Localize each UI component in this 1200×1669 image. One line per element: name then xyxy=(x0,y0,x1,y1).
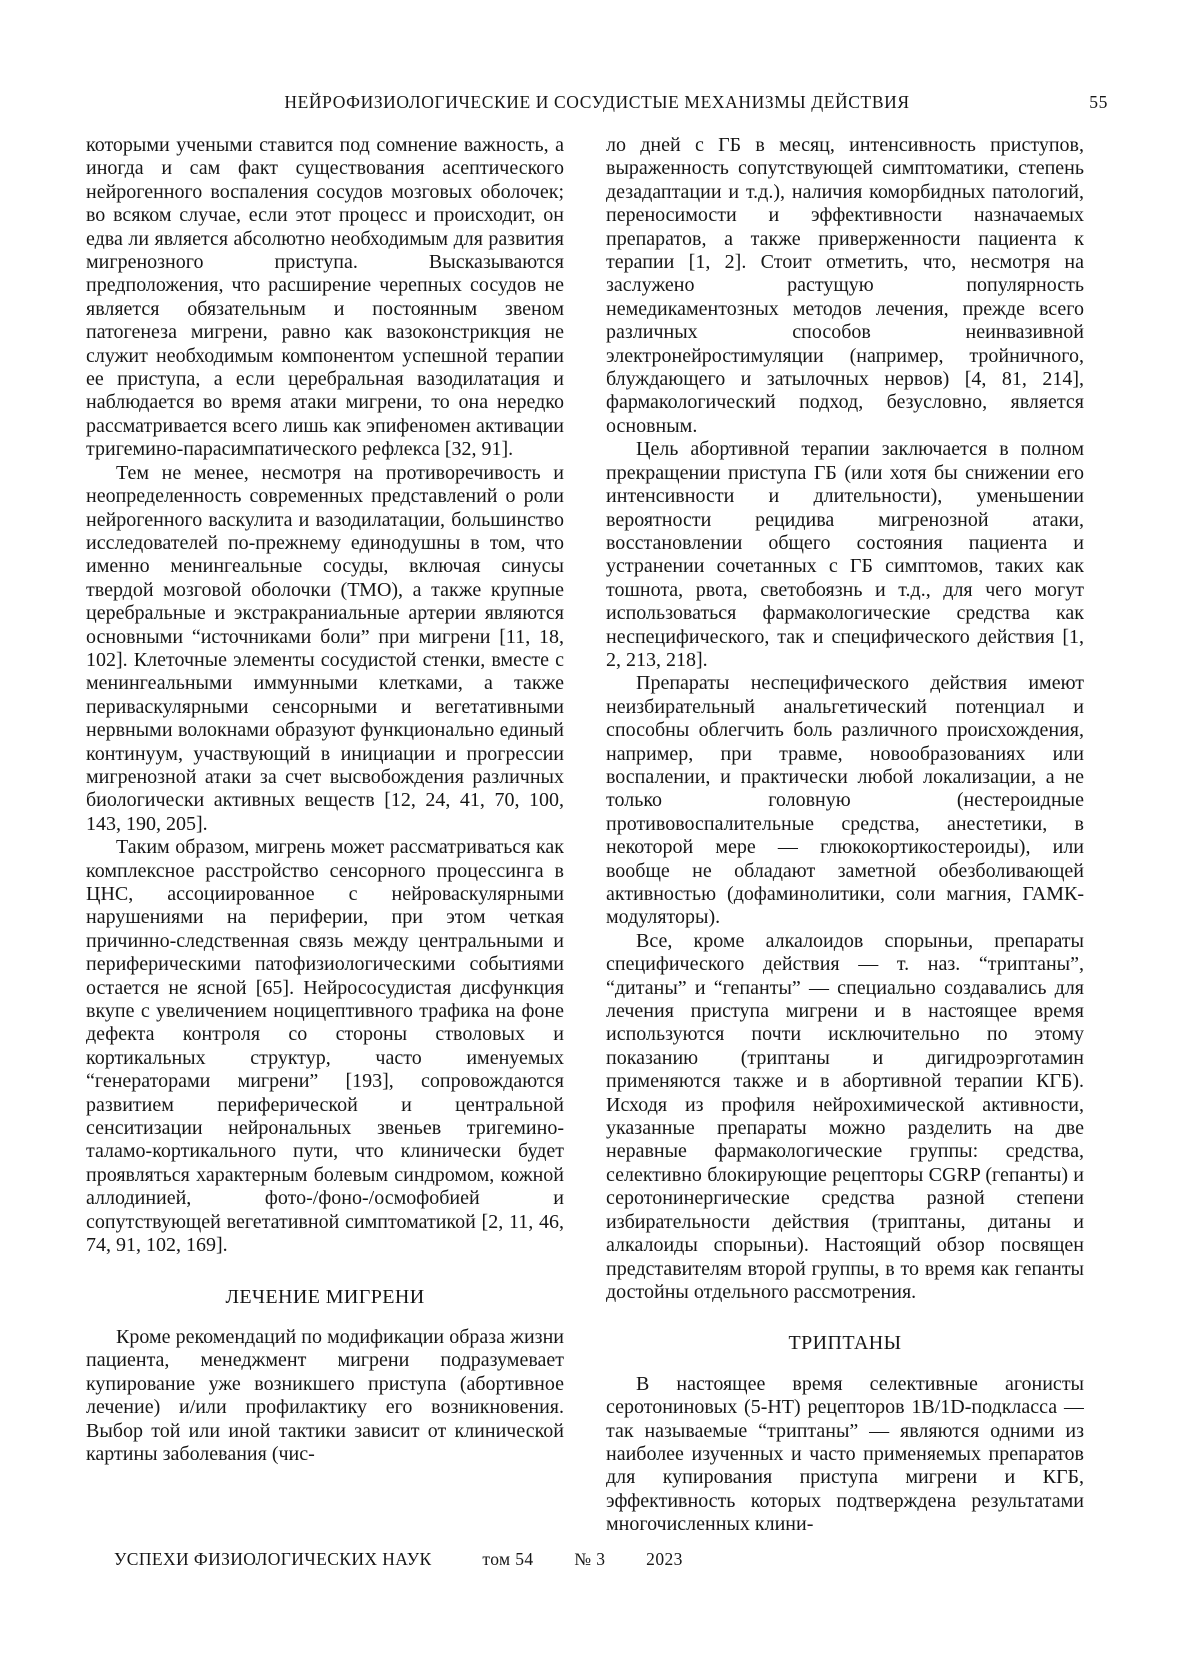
paragraph: которыми учеными ставится под сомнение важность, а иногда и сам факт существования асептического нейрогенного воспаления сосудов мозговых оболочек; во всяком случае, если этот процесс и происходит, он едва ли является абсолютно необходимым для развития мигренозного приступа. Высказываются предположения, что расширение черепных сосудов не является обязательным и постоянным звеном патогенеза мигрени, равно как вазоконстрикция не служит необходимым компонентом успешной терапии ее приступа, а если церебральная вазодилатация и наблюдается во время атаки мигрени, то она нередко рассматривается всего лишь как эпифеномен активации тригемино-парасимпатического рефлекса [32, 91]. xyxy=(86,134,564,461)
journal-footer xyxy=(114,1549,683,1570)
paragraph: В настоящее время селективные агонисты серотониновых (5-НТ) рецепторов 1B/1D-подкласса — так называемые “триптаны” — являются одними из наиболее изученных и часто применяемых препаратов для купирования приступа мигрени и КГБ, эффективность которых подтверждена результатами многочисленных клини- xyxy=(606,1372,1084,1536)
paragraph: Тем не менее, несмотря на противоречивость и неопределенность современных представлений о роли нейрогенного васкулита и вазодилатации, большинство исследователей по-прежнему единодушны в том, что именно менингеальные сосуды, включая синусы твердой мозговой оболочки (ТМО), а также крупные церебральные и экстракраниальные артерии являются основными “источниками боли” при мигрени [11, 18, 102]. Клеточные элементы сосудистой стенки, вместе с менингеальными иммунными клетками, а также периваскулярными сенсорными и вегетативными нервными волокнами образуют функционально единый континуум, участвующий в инициации и прогрессии мигренозной атаки за счет высвобождения различных биологически активных веществ [12, 24, 41, 70, 100, 143, 190, 205]. xyxy=(86,461,564,835)
paragraph: ло дней с ГБ в месяц, интенсивность приступов, выраженность сопутствующей симптоматики, степень дезадаптации и т.д.), наличия коморбидных патологий, переносимости и эффективности назначаемых препаратов, а также приверженности пациента к терапии [1, 2]. Стоит отметить, что, несмотря на заслужено растущую популярность немедикаментозных методов лечения, прежде всего различных способов неинвазивной электронейростимуляции (например, тройничного, блуждающего и затылочных нервов) [4, 81, 214], фармакологический подход, безусловно, является основным. xyxy=(606,134,1084,437)
paragraph: Кроме рекомендаций по модификации образа жизни пациента, менеджмент мигрени подразумевает купирование уже возникшего приступа (абортивное лечение) и/или профилактику его возникновения. Выбор той или иной тактики зависит от клинической картины заболевания (чис- xyxy=(86,1325,564,1465)
running-head-title: НЕЙРОФИЗИОЛОГИЧЕСКИЕ И СОСУДИСТЫЕ МЕХАНИЗМЫ ДЕЙСТВИЯ xyxy=(284,92,910,112)
text-column-right xyxy=(606,134,1084,1540)
text-column-left xyxy=(86,134,564,1540)
page-number: 55 xyxy=(1089,92,1108,112)
footer-year: 2023 xyxy=(646,1549,683,1569)
running-head xyxy=(86,92,1108,116)
footer-journal-name: УСПЕХИ ФИЗИОЛОГИЧЕСКИХ НАУК xyxy=(114,1549,432,1569)
paragraph: Таким образом, мигрень может рассматриваться как комплексное расстройство сенсорного процессинга в ЦНС, ассоциированное с нейроваскулярными нарушениями на периферии, при этом четкая причинно-следственная связь между центральными и периферическими патофизиологическими событиями остается не ясной [65]. Нейрососудистая дисфункция вкупе с увеличением ноцицептивного трафика на фоне дефекта контроля со стороны стволовых и кортикальных структур, часто именуемых “генераторами мигрени” [193], сопровождаются развитием периферической и центральной сенситизации нейрональных звеньев тригемино-таламо-кортикального пути, что клинически будет проявляться характерным болевым синдромом, кожной аллодинией, фото-/фоно-/осмофобией и сопутствующей вегетативной симптоматикой [2, 11, 46, 74, 91, 102, 169]. xyxy=(86,836,564,1257)
paragraph: Цель абортивной терапии заключается в полном прекращении приступа ГБ (или хотя бы снижении его интенсивности и длительности), уменьшении вероятности рецидива мигренозной атаки, восстановлении общего состояния пациента и устранении сочетанных с ГБ симптомов, таких как тошнота, рвота, светобоязнь и т.д., для чего могут использоваться фармакологические средства как неспецифического, так и специфического действия [1, 2, 213, 218]. xyxy=(606,438,1084,671)
paragraph: Препараты неспецифического действия имеют неизбирательный анальгетический потенциал и способны облегчить боль различного происхождения, например, при травме, новообразованиях или воспалении, и практически любой локализации, а не только головную (нестероидные противовоспалительные средства, анестетики, в некоторой мере — глюкокортикостероиды), или вообще не обладают заметной обезболивающей активностью (дофаминолитики, соли магния, ГАМК-модуляторы). xyxy=(606,672,1084,929)
paragraph: Все, кроме алкалоидов спорыньи, препараты специфического действия — т. наз. “триптаны”, “дитаны” и “гепанты” — специально создавались для лечения приступа мигрени и в настоящее время используются почти исключительно по этому показанию (триптаны и дигидроэрготамин применяются также и в абортивной терапии КГБ). Исходя из профиля нейрохимической активности, указанные препараты можно разделить на две неравные фармакологические группы: средства, селективно блокирующие рецепторы CGRP (гепанты) и серотонинергические средства разной степени избирательности действия (триптаны, дитаны и алкалоиды спорыньи). Настоящий обзор посвящен представителям второй группы, в то время как гепанты достойны отдельного рассмотрения. xyxy=(606,929,1084,1303)
section-heading: ЛЕЧЕНИЕ МИГРЕНИ xyxy=(225,1285,425,1308)
section-heading: ТРИПТАНЫ xyxy=(788,1332,902,1355)
footer-issue: № 3 xyxy=(574,1549,606,1569)
footer-volume: том 54 xyxy=(482,1549,534,1569)
article-body xyxy=(86,134,1084,1540)
